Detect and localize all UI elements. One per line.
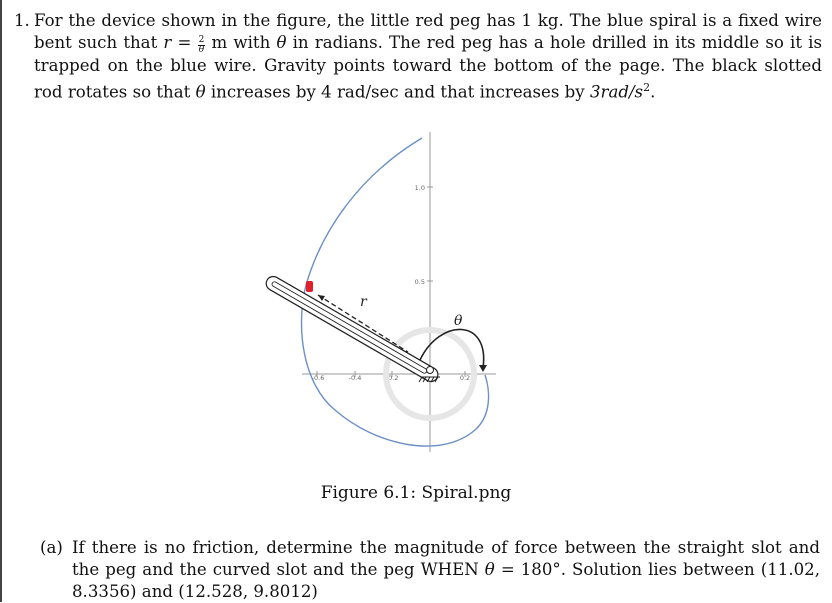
y-tick-label: 0.5 [414, 278, 425, 286]
theta-arrow-head [479, 365, 487, 372]
r-variable: r [163, 33, 172, 52]
theta-symbol: θ [484, 560, 495, 579]
angular-acceleration: 3rad/s [589, 82, 644, 102]
equals-sign: = [171, 33, 198, 52]
problem-text [34, 10, 822, 104]
problem-text-part: For the device shown in the figure, the little red peg has 1 kg. The blue spiral is a fixed wire bent such that [34, 11, 822, 52]
problem-text-part: in radians. The red peg has a hole drilled in its middle so it is trapped on the blue wire. Gravity points toward the bottom of the page. The black slotted rod rotates so that [34, 33, 822, 102]
problem-text-part: . [650, 82, 656, 102]
x-tick-label: -0.6 [311, 374, 325, 382]
page-left-rule [0, 0, 2, 602]
x-tick-label: -0.4 [348, 374, 362, 382]
theta-label: θ [454, 313, 463, 329]
x-tick-label: -0.2 [385, 374, 399, 382]
red-peg [306, 281, 313, 292]
y-tick-label: 1.0 [414, 184, 425, 192]
theta-symbol: θ [276, 33, 287, 52]
part-a-text-part: = 180°. Solution lies between (11.02, 8.3356) and (12.528, 9.8012) [72, 560, 820, 601]
r-arrow-head [318, 295, 325, 301]
fraction-numerator: 2 [198, 35, 205, 45]
exponent: 2 [643, 81, 651, 94]
part-a-text [72, 537, 820, 603]
r-label: r [360, 294, 367, 310]
part-a-label: (a) [40, 538, 63, 557]
part-a [40, 537, 820, 603]
slotted-rod [264, 274, 441, 384]
problem-text-part: increases by 4 rad/sec and that increases by [205, 82, 590, 102]
problem-text-part: m with [205, 33, 277, 52]
problem-statement [14, 10, 822, 104]
part-a-text-part: If there is no friction, determine the magnitude of force between the straight slot and the peg and the curved slot and the peg WHEN [72, 538, 820, 579]
figure-caption: Figure 6.1: Spiral.png [320, 483, 512, 503]
theta-symbol: θ [195, 82, 206, 102]
fraction-denominator: θ [198, 45, 205, 55]
spiral-figure [240, 120, 560, 460]
x-tick-label: 0.2 [459, 374, 471, 382]
problem-number: 1. [14, 11, 30, 30]
